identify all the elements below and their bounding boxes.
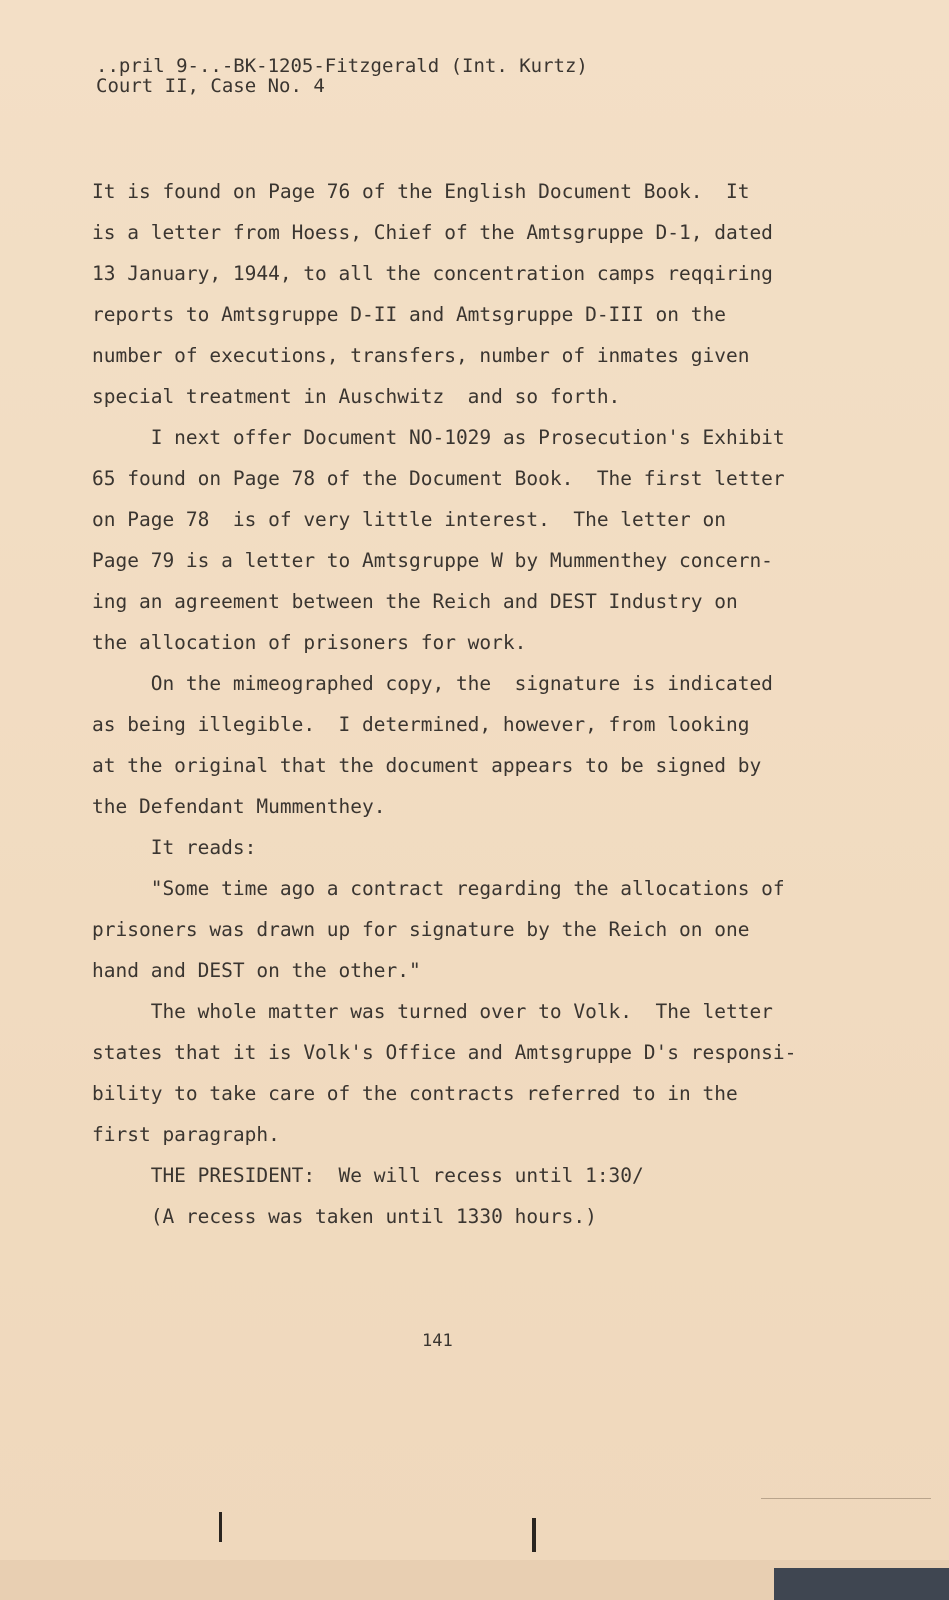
text-line: bility to take care of the contracts referred to in the: [92, 1082, 738, 1105]
text-line: 13 January, 1944, to all the concentration camps reqqiring: [92, 262, 773, 285]
binding-mark: [532, 1518, 536, 1552]
text-line: prisoners was drawn up for signature by the Reich on one: [92, 918, 750, 941]
background-corner: [774, 1568, 949, 1600]
text-line: I next offer Document NO-1029 as Prosecution's Exhibit: [92, 426, 785, 449]
text-line: states that it is Volk's Office and Amtsgruppe D's responsi-: [92, 1041, 797, 1064]
text-line: reports to Amtsgruppe D-II and Amtsgruppe D-III on the: [92, 303, 726, 326]
text-line: "Some time ago a contract regarding the allocations of: [92, 877, 785, 900]
text-line: Page 79 is a letter to Amtsgruppe W by Mummenthey concern-: [92, 549, 773, 572]
text-line: The whole matter was turned over to Volk. The letter: [92, 1000, 773, 1023]
header-line-2: Court II, Case No. 4: [96, 75, 325, 97]
text-line: On the mimeographed copy, the signature is indicated: [92, 672, 773, 695]
page-number: 141: [422, 1331, 453, 1351]
text-line: the allocation of prisoners for work.: [92, 631, 527, 654]
text-line: on Page 78 is of very little interest. The letter on: [92, 508, 726, 531]
text-line: the Defendant Mummenthey.: [92, 795, 386, 818]
text-line: special treatment in Auschwitz and so forth.: [92, 385, 621, 408]
text-line: at the original that the document appears to be signed by: [92, 754, 762, 777]
text-line: ing an agreement between the Reich and DEST Industry on: [92, 590, 738, 613]
fold-line: [761, 1498, 931, 1499]
binding-mark: [219, 1512, 222, 1542]
text-line: (A recess was taken until 1330 hours.): [92, 1205, 597, 1228]
header-line-1: ..pril 9-..-BK-1205-Fitzgerald (Int. Kurtz): [96, 55, 588, 77]
document-header: [96, 56, 588, 96]
text-line: THE PRESIDENT: We will recess until 1:30/: [92, 1164, 644, 1187]
text-line: It is found on Page 76 of the English Document Book. It: [92, 180, 750, 203]
text-line: 65 found on Page 78 of the Document Book. The first letter: [92, 467, 785, 490]
transcript-body: [92, 171, 832, 1237]
text-line: as being illegible. I determined, however, from looking: [92, 713, 750, 736]
text-line: hand and DEST on the other.": [92, 959, 421, 982]
text-line: first paragraph.: [92, 1123, 280, 1146]
text-line: It reads:: [92, 836, 257, 859]
text-line: is a letter from Hoess, Chief of the Amtsgruppe D-1, dated: [92, 221, 773, 244]
text-line: number of executions, transfers, number of inmates given: [92, 344, 750, 367]
